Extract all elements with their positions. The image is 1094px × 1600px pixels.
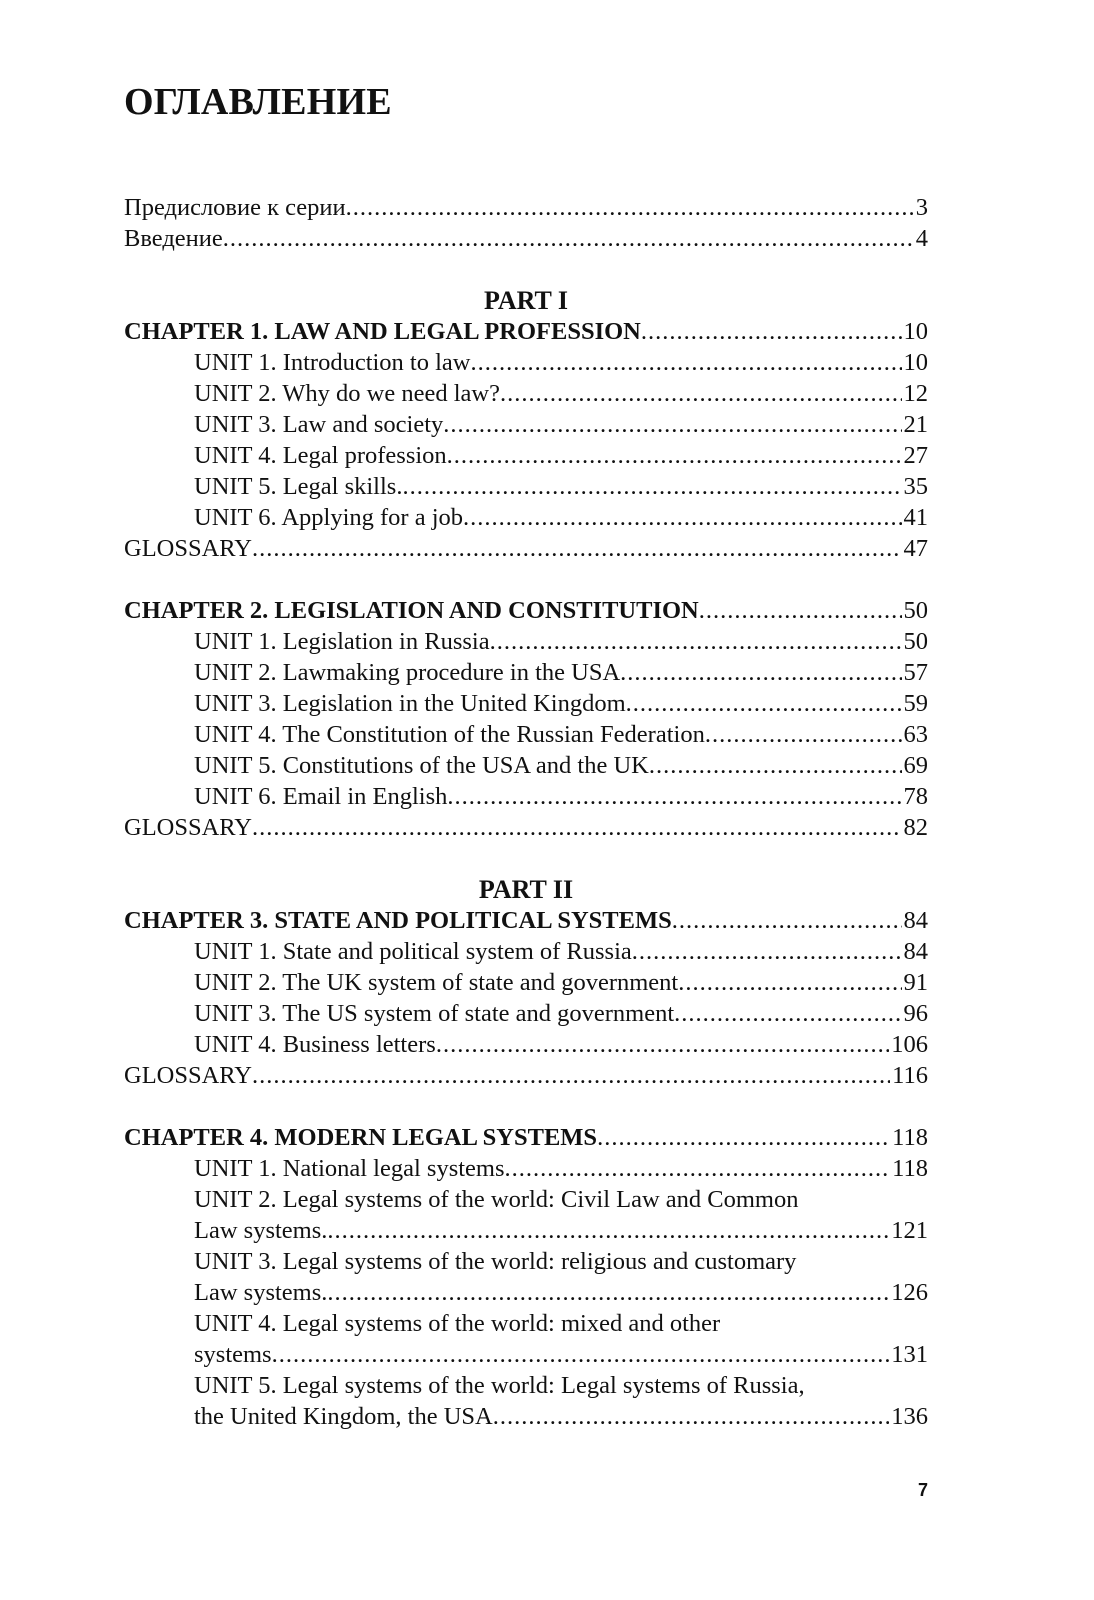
toc-page <box>124 0 928 1600</box>
toc-entry-page: 4 <box>915 225 928 252</box>
unit-page: 121 <box>891 1217 928 1244</box>
chapter-title: CHAPTER 1. LAW AND LEGAL PROFESSION <box>124 318 641 345</box>
unit-page: 106 <box>891 1031 928 1058</box>
page-number: 7 <box>917 1480 928 1500</box>
dot-leader <box>674 998 901 1029</box>
toc-chapter-2[interactable] <box>124 595 928 626</box>
dot-leader <box>632 936 902 967</box>
dot-leader <box>447 440 902 471</box>
dot-leader <box>252 1060 890 1091</box>
toc-unit[interactable] <box>124 1215 928 1246</box>
chapter-title: CHAPTER 2. LEGISLATION AND CONSTITUTION <box>124 597 699 624</box>
dot-leader <box>346 192 914 223</box>
chapter-page: 118 <box>892 1124 928 1151</box>
toc-chapter-1[interactable] <box>124 316 928 347</box>
toc-glossary[interactable] <box>124 1060 928 1091</box>
dot-leader <box>443 409 901 440</box>
toc-unit[interactable] <box>124 1029 928 1060</box>
toc-unit[interactable] <box>124 502 928 533</box>
unit-page: 50 <box>903 628 928 655</box>
toc-entry-introduction[interactable] <box>124 223 928 254</box>
part-heading: PART II <box>478 875 574 904</box>
toc-unit[interactable] <box>124 719 928 750</box>
unit-title: UNIT 1. State and political system of Russia <box>194 938 632 965</box>
unit-title: UNIT 4. Legal profession <box>194 442 447 469</box>
dot-leader <box>626 688 902 719</box>
toc-unit[interactable] <box>124 967 928 998</box>
dot-leader <box>327 1277 889 1308</box>
unit-title: UNIT 6. Email in English <box>194 783 448 810</box>
toc-unit[interactable] <box>124 781 928 812</box>
toc-unit[interactable] <box>124 936 928 967</box>
chapter-page: 84 <box>903 907 928 934</box>
glossary-page: 47 <box>903 535 928 562</box>
unit-title-line-1[interactable]: UNIT 4. Legal systems of the world: mixed and other <box>194 1310 721 1337</box>
unit-page: 126 <box>891 1279 928 1306</box>
unit-title-line-1[interactable]: UNIT 5. Legal systems of the world: Legal systems of Russia, <box>194 1372 805 1399</box>
unit-page: 136 <box>891 1403 928 1430</box>
dot-leader <box>620 657 901 688</box>
dot-leader <box>272 1339 890 1370</box>
toc-unit[interactable] <box>124 409 928 440</box>
unit-page: 78 <box>903 783 928 810</box>
unit-page: 10 <box>903 349 928 376</box>
chapter-title: CHAPTER 3. STATE AND POLITICAL SYSTEMS <box>124 907 672 934</box>
unit-title-line-2: systems <box>194 1341 272 1368</box>
unit-title: UNIT 2. The UK system of state and government <box>194 969 679 996</box>
toc-entry-title: Введение <box>124 225 223 252</box>
chapter-title: CHAPTER 4. MODERN LEGAL SYSTEMS <box>124 1124 598 1151</box>
chapter-page: 10 <box>903 318 928 345</box>
page-title: ОГЛАВЛЕНИЕ <box>124 81 392 123</box>
unit-page: 118 <box>892 1155 928 1182</box>
toc-unit[interactable] <box>124 440 928 471</box>
unit-title: UNIT 1. Legislation in Russia <box>194 628 490 655</box>
toc-unit[interactable] <box>124 378 928 409</box>
toc-unit[interactable] <box>124 657 928 688</box>
dot-leader <box>463 502 901 533</box>
glossary-page: 116 <box>892 1062 928 1089</box>
toc-unit[interactable] <box>124 471 928 502</box>
dot-leader <box>505 1153 891 1184</box>
unit-page: 63 <box>903 721 928 748</box>
unit-page: 41 <box>903 504 928 531</box>
unit-page: 84 <box>903 938 928 965</box>
toc-unit[interactable] <box>124 626 928 657</box>
unit-title: UNIT 3. The US system of state and government <box>194 1000 675 1027</box>
dot-leader <box>500 378 902 409</box>
toc-unit[interactable] <box>124 998 928 1029</box>
unit-title: UNIT 1. Introduction to law <box>194 349 471 376</box>
toc-unit[interactable] <box>124 1339 928 1370</box>
part-heading: PART I <box>483 286 569 315</box>
dot-leader <box>252 533 902 564</box>
unit-title-line-1[interactable]: UNIT 3. Legal systems of the world: religious and customary <box>194 1248 797 1275</box>
unit-page: 21 <box>903 411 928 438</box>
unit-title-line-2: the United Kingdom, the USA <box>194 1403 493 1430</box>
unit-title: UNIT 1. National legal systems <box>194 1155 505 1182</box>
dot-leader <box>678 967 901 998</box>
unit-title: UNIT 5. Constitutions of the USA and the UK <box>194 752 649 779</box>
unit-page: 59 <box>903 690 928 717</box>
glossary-title: GLOSSARY <box>124 1062 252 1089</box>
toc-unit[interactable] <box>124 688 928 719</box>
toc-entry-page: 3 <box>915 194 928 221</box>
unit-title: UNIT 6. Applying for a job <box>194 504 464 531</box>
unit-page: 91 <box>903 969 928 996</box>
unit-title: UNIT 3. Legislation in the United Kingdom <box>194 690 626 717</box>
unit-title: UNIT 2. Why do we need law? <box>194 380 500 407</box>
unit-title: UNIT 4. The Constitution of the Russian Federation <box>194 721 705 748</box>
toc-unit[interactable] <box>124 750 928 781</box>
toc-chapter-4[interactable] <box>124 1122 928 1153</box>
unit-page: 131 <box>891 1341 928 1368</box>
toc-chapter-3[interactable] <box>124 905 928 936</box>
unit-page: 57 <box>903 659 928 686</box>
unit-title-line-1[interactable]: UNIT 2. Legal systems of the world: Civil Law and Common <box>194 1186 799 1213</box>
glossary-title: GLOSSARY <box>124 535 252 562</box>
dot-leader <box>597 1122 890 1153</box>
unit-title-line-2: Law systems. <box>194 1217 328 1244</box>
dot-leader <box>402 471 901 502</box>
dot-leader <box>327 1215 889 1246</box>
glossary-page: 82 <box>903 814 928 841</box>
unit-page: 96 <box>903 1000 928 1027</box>
unit-title: UNIT 5. Legal skills. <box>194 473 403 500</box>
toc-unit[interactable] <box>124 1153 928 1184</box>
unit-title: UNIT 2. Lawmaking procedure in the USA <box>194 659 621 686</box>
toc-unit[interactable] <box>124 1277 928 1308</box>
unit-page: 69 <box>903 752 928 779</box>
unit-title: UNIT 4. Business letters <box>194 1031 436 1058</box>
toc-glossary[interactable] <box>124 812 928 843</box>
unit-title: UNIT 3. Law and society <box>194 411 444 438</box>
dot-leader <box>641 316 902 347</box>
unit-page: 12 <box>903 380 928 407</box>
dot-leader <box>493 1401 890 1432</box>
unit-title-line-2: Law systems. <box>194 1279 328 1306</box>
dot-leader <box>436 1029 889 1060</box>
dot-leader <box>471 347 902 378</box>
glossary-title: GLOSSARY <box>124 814 252 841</box>
toc-entry-preface[interactable] <box>124 192 928 223</box>
unit-page: 35 <box>903 473 928 500</box>
dot-leader <box>705 719 902 750</box>
dot-leader <box>223 223 914 254</box>
toc-unit[interactable] <box>124 1401 928 1432</box>
dot-leader <box>447 781 901 812</box>
dot-leader <box>699 595 902 626</box>
table-of-contents <box>124 192 928 1432</box>
toc-glossary[interactable] <box>124 533 928 564</box>
toc-unit[interactable] <box>124 347 928 378</box>
dot-leader <box>490 626 902 657</box>
toc-entry-title: Предисловие к серии <box>124 194 346 221</box>
unit-page: 27 <box>903 442 928 469</box>
chapter-page: 50 <box>903 597 928 624</box>
dot-leader <box>252 812 902 843</box>
dot-leader <box>649 750 902 781</box>
dot-leader <box>672 905 902 936</box>
